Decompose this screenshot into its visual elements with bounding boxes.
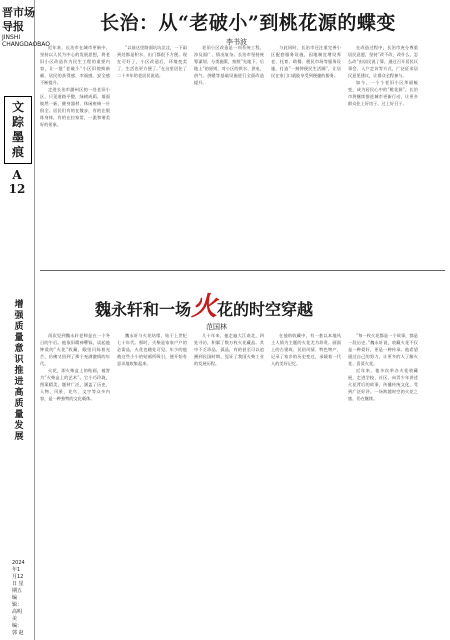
paragraph: 火花，即火柴盒上的贴画，被誉为“火柴盒上的艺术”。它小巧玲珑，图案精美，题材广泛，涵盖了历史、人物、风景、花鸟、文字等众多内容，是一种独特的文化载体。	[40, 368, 110, 401]
article2-title-fire: 火	[191, 292, 218, 322]
paragraph: 魏永轩与火花结缘，始于上世纪七十年代。那时，火柴是家家户户的必需品，火花也随处可见。年少的他被这些小小的贴画所吸引，便开始有意识地收集起来。	[117, 333, 187, 366]
section-tag-char: 踪	[11, 115, 24, 129]
paragraph: 走进长治市潞州区的一处老旧小区，只见道路平整，绿树成荫，墙面焕然一新，健身器材、休闲座椅一应俱全。居民们有的在散步，有的在锻炼身体，有的在拉家常，一派和谐美好的景象。	[40, 87, 110, 127]
section-tag-char: 痕	[11, 145, 24, 159]
motto-char: 量	[14, 410, 24, 420]
article2-column	[348, 332, 418, 634]
article2-column	[194, 332, 264, 634]
paragraph: 如今，一个个老旧小区华丽蜕变，成为居民心中的“桃花源”。长治市将继续推进城市更新行动，让更多群众住上好房子、过上好日子。	[348, 80, 418, 106]
article1-column	[271, 44, 341, 264]
article2-column	[40, 332, 110, 634]
motto-char: 意	[14, 344, 24, 354]
paragraph: “以前这里路面坑坑洼洼，一下雨到处都是积水，出门都很不方便。现在可好了，小区改造后，环境变美了，生活也更方便了。”在这里居住了二十多年的老居民说道。	[117, 45, 187, 78]
section-tag-char: 墨	[11, 130, 24, 144]
page-number: A 12	[8, 168, 26, 196]
motto-char: 强	[14, 311, 24, 321]
paragraph: “每一枚火花都是一个故事，都是一段历史。”魏永轩说，收藏火花不仅是一种爱好，更是一种传承。他希望通过自己的努力，让更多的人了解火花、喜爱火花。	[348, 333, 418, 366]
paragraph: 与此同时，长治市还注重完善小区配套服务设施，因地制宜增设养老、托育、助餐、便民市场等服务设施，打造“一刻钟便民生活圈”，让居民在家门口就能享受到便捷的服务。	[271, 45, 341, 78]
motto-char: 识	[14, 355, 24, 365]
article1-column	[40, 44, 110, 264]
article1-column	[117, 44, 187, 264]
article2-column	[271, 332, 341, 634]
masthead-title: 晋市场导报	[2, 6, 35, 33]
motto-char: 量	[14, 333, 24, 343]
article2-title-pre: 魏永轩和一场	[95, 300, 192, 319]
motto-char: 展	[14, 432, 24, 442]
article1-byline: 李书波	[226, 38, 247, 46]
paragraph: 近年来，他多次举办火花收藏展，走进学校、社区，向青少年讲述火花背后的故事，传播传统文化，受到广泛好评。一场跨越时空的火花之旅，仍在继续。	[348, 368, 418, 401]
motto-char: 发	[14, 421, 24, 431]
paragraph: 几十年来，他走遍大江南北，四处寻访，积累了数万枚火花藏品。其中不乏珍品、孤品，有的甚至可以追溯到民国时期，见证了我国火柴工业的发展历程。	[194, 333, 264, 366]
motto	[8, 300, 30, 443]
article2-title-post: 花的时空穿越	[217, 300, 314, 319]
motto-char: 质	[14, 322, 24, 332]
article2-column	[117, 332, 187, 634]
motto-char: 推	[14, 366, 24, 376]
section-divider	[40, 270, 445, 271]
paragraph: 在他的收藏中，有一套以本地风土人情为主题的火花尤为珍贵。画面上的古建筑、民俗风情、特色物产，记录了家乡的历史变迁，承载着一代人的美好记忆。	[271, 333, 341, 366]
paragraph: 近年来，长治市在城市更新中，坚持以人民为中心的发展思想，将老旧小区改造作为民生工程的重要内容，让一批“老破小”小区旧貌换新颜，居民的获得感、幸福感、安全感不断提升。	[40, 45, 110, 85]
section-tag	[4, 96, 32, 164]
article1-body	[40, 44, 418, 264]
motto-char: 增	[14, 300, 24, 310]
article1-title: 长治：从“老破小”到桃花源的蝶变	[100, 12, 396, 34]
article2-byline: 范国林	[206, 323, 227, 331]
paragraph: 在改造过程中，长治市充分尊重居民意愿，坚持“改不改、改什么、怎么改”由居民说了算，通过召开居民议事会、入户走访等方式，广泛征求居民意见建议，让群众全程参与。	[348, 45, 418, 78]
article1-column	[348, 44, 418, 264]
vertical-rule	[34, 0, 35, 640]
motto-char: 高	[14, 388, 24, 398]
article1-column	[194, 44, 264, 264]
footer-info: 2024年1月12日 星期五 编辑：高明 美编：郭 赵	[12, 560, 25, 636]
motto-char: 进	[14, 377, 24, 387]
motto-char: 质	[14, 399, 24, 409]
masthead	[2, 6, 51, 70]
article2-title	[95, 286, 395, 323]
section-tag-char: 文	[11, 100, 24, 114]
paragraph: 再次见到魏永轩老师是在一个冬日的午后。他依旧精神矍铄，谈起他钟爱的“火花”收藏，眼里闪烁着光芒，仿佛又回到了那个充满激情的年代。	[40, 333, 110, 366]
article2-body	[40, 332, 418, 634]
masthead-pinyin: JINSHI CHANGDAOBAO	[2, 34, 51, 48]
paragraph: 老旧小区改造是一项系统工程，涉及面广、情况复杂。长治市坚持统筹谋划、分类施策，按照“先地下、后地上”的原则，对小区的供水、供电、供气、供暖等基础设施进行全面改造提升。	[194, 45, 264, 85]
